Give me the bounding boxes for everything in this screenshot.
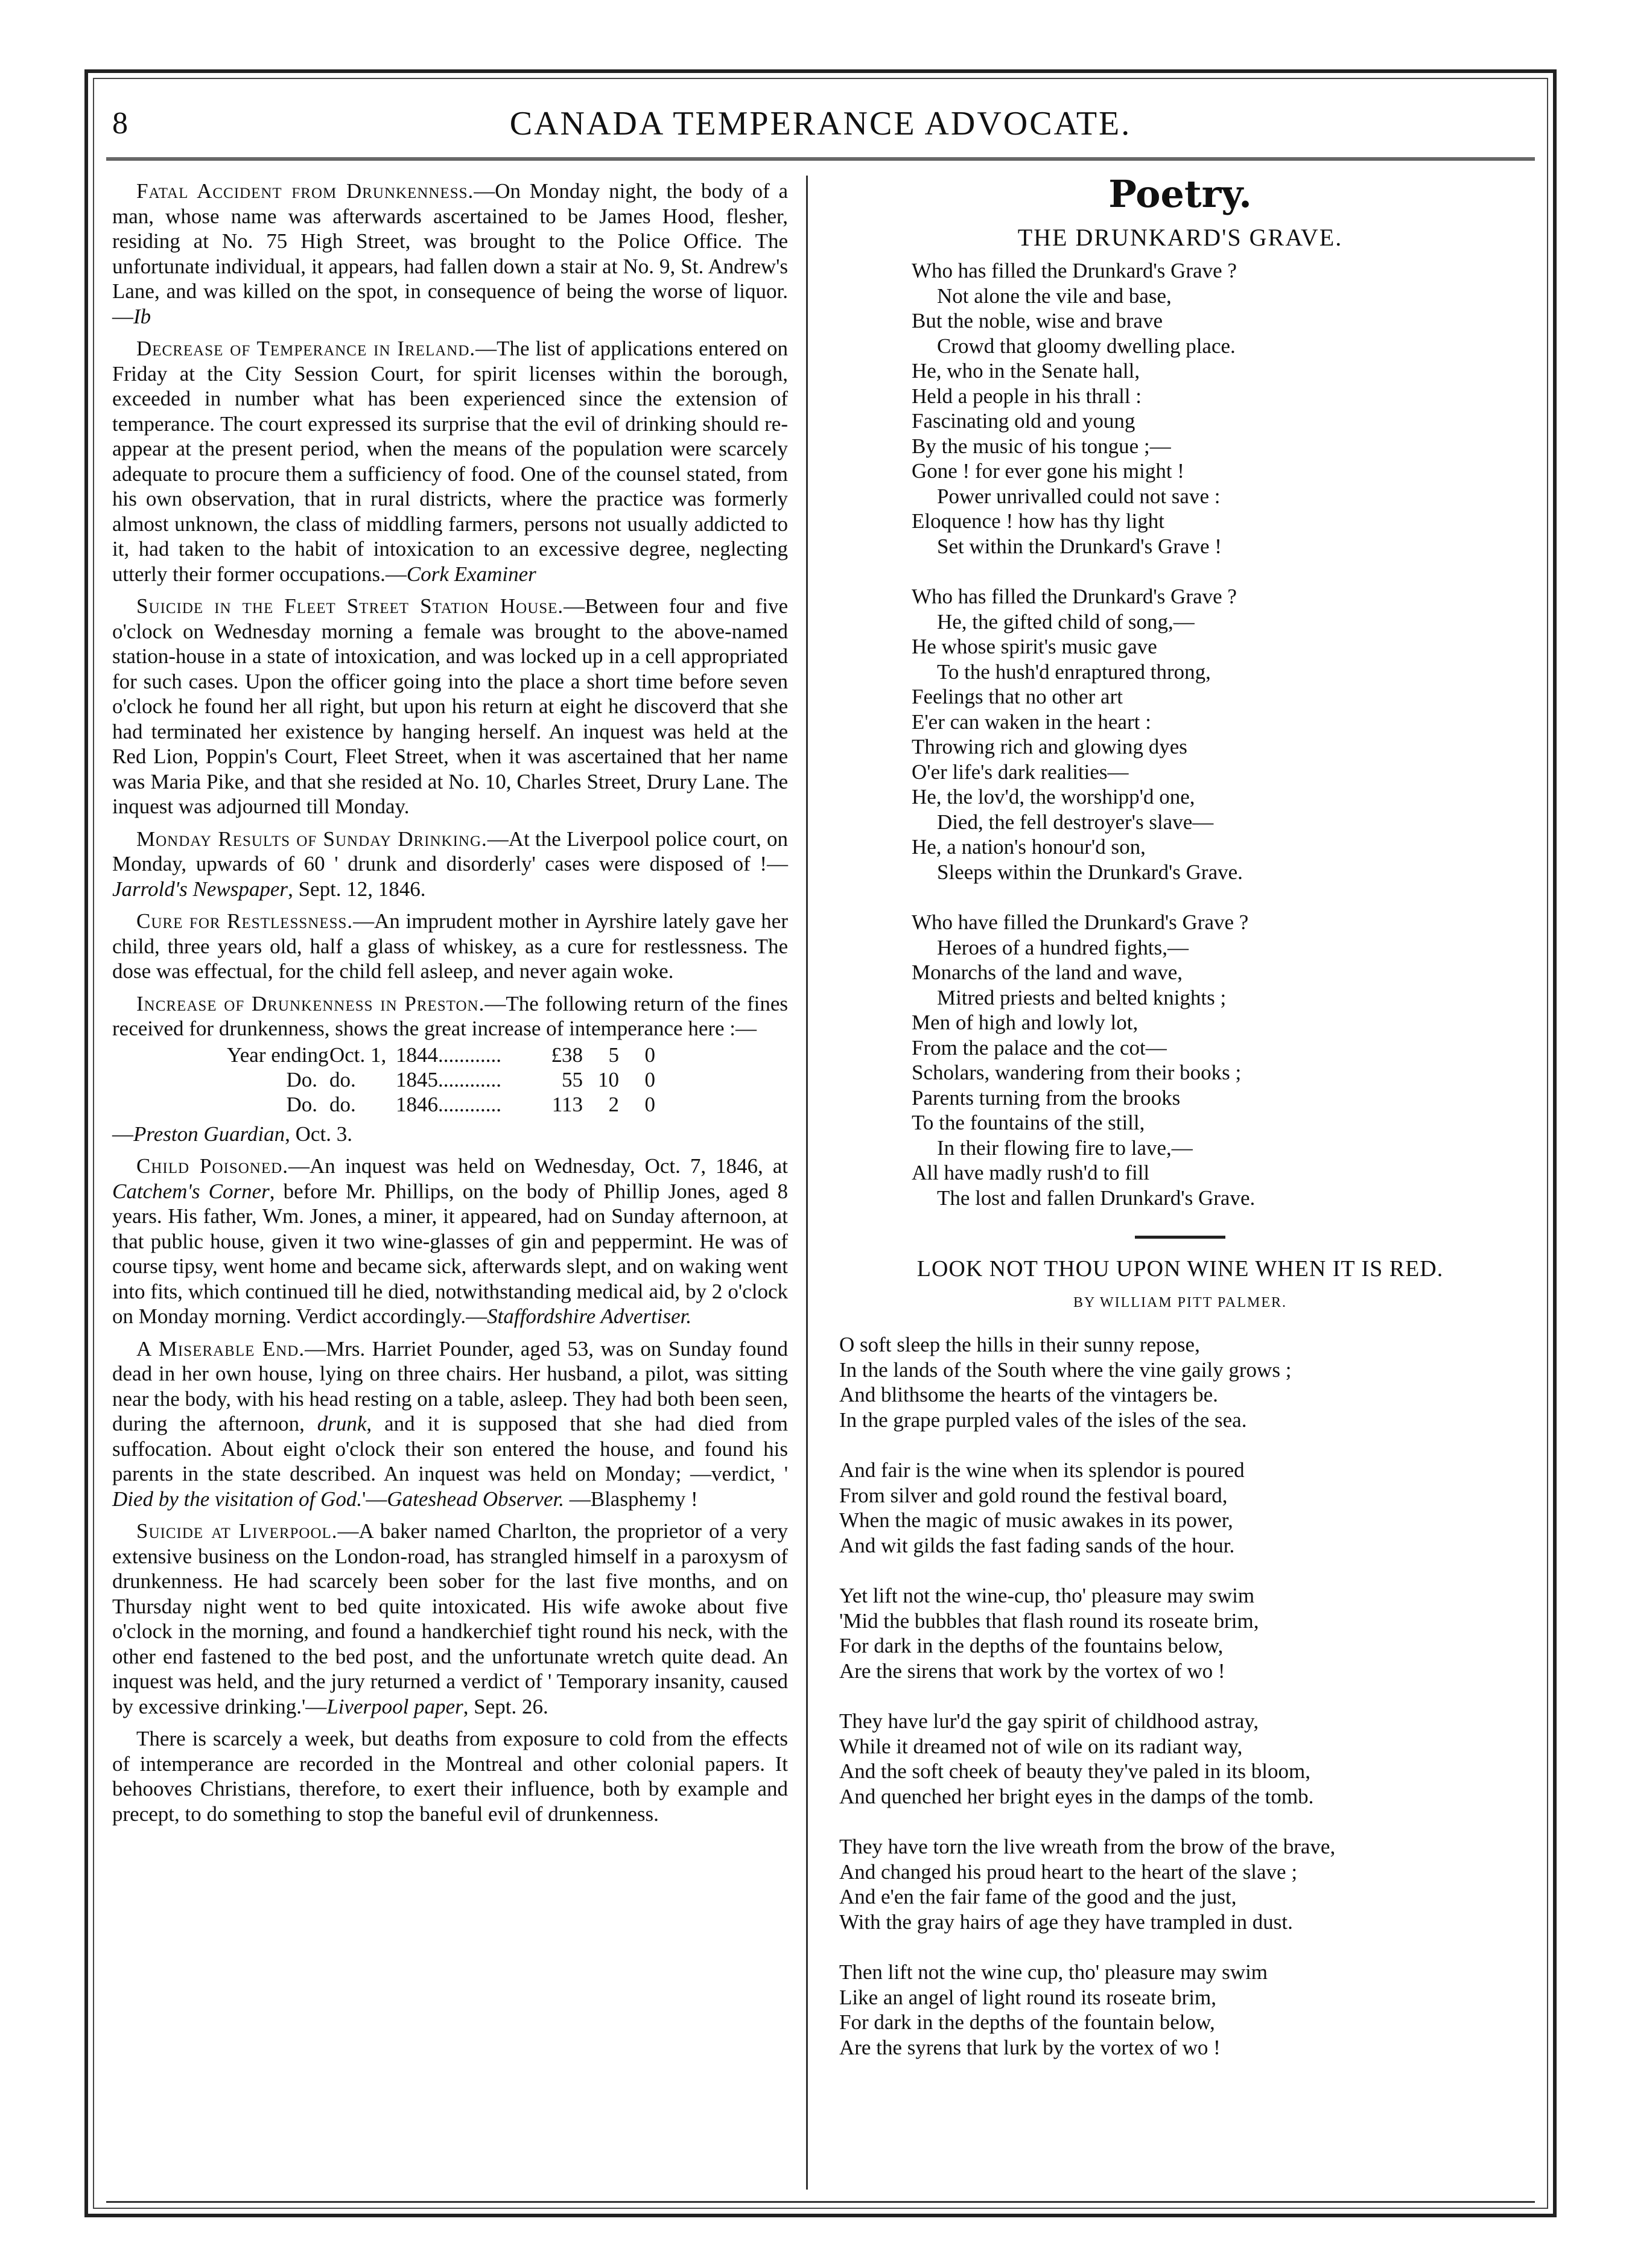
article-fatal-accident xyxy=(112,179,788,329)
poem-divider xyxy=(1135,1236,1225,1239)
poem-stanza xyxy=(839,1583,1539,1683)
poem-line: From silver and gold round the festival board, xyxy=(839,1483,1228,1507)
poem-stanza xyxy=(839,1458,1539,1558)
article-body: —Mrs. Harriet Pounder, aged 53, was on Sunday found dead in her own house, lying on three chairs. Her husband, a pilot, was sitting near the body, with his head resting on a table, asleep. They had both been seen, during the afternoon, xyxy=(112,1336,788,1435)
article-body: '— xyxy=(362,1487,387,1511)
poem-line: He, a nation's honour'd son, xyxy=(912,835,1146,859)
poem-line: And blithsome the hearts of the vintagers be. xyxy=(839,1383,1218,1406)
poem-line: Are the syrens that lurk by the vortex of wo ! xyxy=(839,2035,1221,2059)
article-headline: Increase of Drunkenness in Preston. xyxy=(136,991,485,1015)
article-headline: A Miserable End. xyxy=(136,1336,305,1361)
poem-line: He, the gifted child of song,— xyxy=(937,609,1195,634)
article-body: —An inquest was held on Wednesday, Oct. 7, 1846, at xyxy=(288,1154,789,1178)
article-body: —The following return of the fines received for drunkenness, shows the great increase of intemperance here :— xyxy=(112,991,788,1040)
table-cell: 55 xyxy=(562,1067,583,1091)
poem-stanza xyxy=(839,1834,1539,1934)
poem-line: By the music of his tongue ;— xyxy=(912,434,1171,458)
article-headline: Child Poisoned. xyxy=(136,1154,288,1178)
table-cell: 0 xyxy=(644,1067,655,1091)
poem-line: Who have filled the Drunkard's Grave ? xyxy=(912,910,1249,934)
poem-line: E'er can waken in the heart : xyxy=(912,710,1151,734)
article-source: Ib xyxy=(133,304,151,328)
table-cell: Do. xyxy=(286,1067,317,1091)
poem-line: While it dreamed not of wile on its radiant way, xyxy=(839,1734,1243,1758)
article-miserable-end xyxy=(112,1336,788,1512)
article-body: —On Monday night, the body of a man, whose name was afterwards ascertained to be James Hood, flesher, residing at No. 75 High Street, was brought to the Police Office. The unfortunate individual, it appears, had fallen down a stair at No. 9, St. Andrew's Lane, and was killed on the spot, in consequence of being the worse of liquor.— xyxy=(112,179,789,328)
article-date: , Sept. 26. xyxy=(463,1694,548,1718)
article-headline: Decrease of Temperance in Ireland. xyxy=(136,337,476,360)
article-source: Cork Examiner xyxy=(406,562,536,586)
poem-line: Gone ! for ever gone his might ! xyxy=(912,459,1184,483)
poem-line: Died, the fell destroyer's slave— xyxy=(937,810,1214,834)
article-body: —A baker named Charlton, the proprietor of a very extensive business on the London-road, has strangled himself in a paroxysm of drunkenness. He had scarcely been sober for the last five months, and on Thursday night went to bed quite intoxicated. His wife awoke about five o'clock in the morning, and found a handkerchief tight round his neck, with the other end fastened to the bed post, and the unfortunate wretch quite dead. An inquest was held, and the jury returned a verdict of ' Temporary insanity, caused by excessive drinking.'— xyxy=(112,1519,788,1718)
poem-line: And changed his proud heart to the heart of the slave ; xyxy=(839,1860,1298,1884)
article-headline: Cure for Restlessness. xyxy=(136,909,354,933)
poem-line: Parents turning from the brooks xyxy=(912,1085,1181,1110)
masthead-title: CANADA TEMPERANCE ADVOCATE. xyxy=(509,105,1132,142)
table-cell: do. xyxy=(329,1092,356,1116)
poem-line: He, the lov'd, the worshipp'd one, xyxy=(912,785,1195,808)
poem-line: Men of high and lowly lot, xyxy=(912,1011,1138,1034)
article-cure-restlessness xyxy=(112,909,788,984)
newspaper-page xyxy=(84,69,1557,2217)
article-body: , and it is supposed that she had died from suffocation. About eight o'clock their son entered the house, and found his parents in the state described. An inquest was held on Monday; —verdict, ' xyxy=(112,1412,788,1485)
poem-line: Sleeps within the Drunkard's Grave. xyxy=(937,860,1243,884)
article-headline: Fatal Accident from Drunkenness. xyxy=(136,179,474,203)
poem-stanza xyxy=(912,910,1539,1210)
poem-look-not-upon-wine xyxy=(821,1332,1539,2060)
article-source: Staffordshire Advertiser. xyxy=(487,1304,692,1328)
poem-line: Yet lift not the wine-cup, tho' pleasure may swim xyxy=(839,1584,1255,1607)
article-headline: Suicide in the Fleet Street Station House. xyxy=(136,594,564,618)
table-row xyxy=(112,1092,788,1117)
poem-line: And the soft cheek of beauty they've paled in its bloom, xyxy=(839,1759,1310,1783)
poem-line: Monarchs of the land and wave, xyxy=(912,961,1183,984)
poem-line: Feelings that no other art xyxy=(912,685,1123,708)
poem-stanza xyxy=(912,258,1539,559)
article-decrease-temperance xyxy=(112,336,788,586)
table-cell: 1844............ xyxy=(396,1043,501,1067)
poem-line: To the fountains of the still, xyxy=(912,1111,1145,1134)
poem-line: Mitred priests and belted knights ; xyxy=(937,985,1227,1009)
right-column xyxy=(821,172,1539,2085)
place-name: Catchem's Corner xyxy=(112,1179,270,1203)
poem-line: Who has filled the Drunkard's Grave ? xyxy=(912,585,1237,608)
table-row xyxy=(112,1043,788,1067)
poem-line: All have madly rush'd to fill xyxy=(912,1161,1150,1184)
poem-line: In their flowing fire to lave,— xyxy=(937,1136,1193,1160)
table-cell: Year ending xyxy=(227,1043,329,1067)
poem-line: And e'en the fair fame of the good and the just, xyxy=(839,1885,1237,1908)
poem-line: Power unrivalled could not save : xyxy=(937,484,1221,508)
article-source: Preston Guardian xyxy=(133,1122,285,1146)
preston-source-line xyxy=(112,1122,788,1147)
poem-line: Crowd that gloomy dwelling place. xyxy=(937,334,1236,358)
article-increase-drunkenness xyxy=(112,991,788,1041)
table-cell: Oct. 1, xyxy=(329,1043,387,1067)
poem-line: Are the sirens that work by the vortex of wo ! xyxy=(839,1659,1225,1683)
poem-line: Throwing rich and glowing dyes xyxy=(912,735,1187,758)
poem-line: He whose spirit's music gave xyxy=(912,635,1157,658)
poem-line: Then lift not the wine cup, tho' pleasure may swim xyxy=(839,1960,1268,1984)
poem-line: Set within the Drunkard's Grave ! xyxy=(937,534,1222,558)
article-source: Jarrold's Newspaper xyxy=(112,877,288,901)
article-closing-note xyxy=(112,1726,788,1826)
table-cell: 1846............ xyxy=(396,1092,501,1116)
article-body: —At the Liverpool police court, on Monday, upwards of 60 ' drunk and disorderly' cases were disposed of !— xyxy=(112,827,788,875)
poem-line: Held a people in his thrall : xyxy=(912,384,1142,408)
table-cell: 113 xyxy=(551,1092,583,1116)
poem-stanza xyxy=(839,1709,1539,1809)
article-suicide-fleet-street xyxy=(112,594,788,819)
poem-title: LOOK NOT THOU UPON WINE WHEN IT IS RED. xyxy=(916,1256,1444,1282)
poem-byline: BY WILLIAM PITT PALMER. xyxy=(1073,1294,1287,1310)
left-column xyxy=(112,179,788,1834)
article-headline: Suicide at Liverpool. xyxy=(136,1519,338,1543)
poem-stanza xyxy=(839,1332,1539,1432)
poem-line: O'er life's dark realities— xyxy=(912,760,1129,784)
poem-line: Eloquence ! how has thy light xyxy=(912,509,1164,533)
page-number: 8 xyxy=(112,106,128,141)
emphasis-word: drunk xyxy=(317,1412,367,1435)
table-cell: 5 xyxy=(608,1043,619,1067)
table-cell: do. xyxy=(329,1067,356,1091)
poem-line: And quenched her bright eyes in the damps of the tomb. xyxy=(839,1784,1314,1808)
poem-line: They have torn the live wreath from the brow of the brave, xyxy=(839,1835,1336,1858)
footer-rule xyxy=(106,2201,1535,2203)
article-date: , Oct. 3. xyxy=(285,1122,352,1146)
poetry-section-title: Poetry. xyxy=(1108,172,1252,216)
article-suicide-liverpool xyxy=(112,1519,788,1719)
poem-line: 'Mid the bubbles that flash round its roseate brim, xyxy=(839,1609,1259,1633)
poem-line: Like an angel of light round its roseate brim, xyxy=(839,1985,1216,2009)
table-row xyxy=(112,1067,788,1092)
table-cell: 1845............ xyxy=(396,1067,501,1091)
article-tail: —Blasphemy ! xyxy=(564,1487,698,1511)
poem-line: Who has filled the Drunkard's Grave ? xyxy=(912,259,1237,282)
fines-table xyxy=(112,1043,788,1117)
poem-line: Scholars, wandering from their books ; xyxy=(912,1061,1242,1084)
article-child-poisoned xyxy=(112,1154,788,1329)
poem-line: O soft sleep the hills in their sunny repose, xyxy=(839,1333,1200,1356)
article-body: , before Mr. Phillips, on the body of Phillip Jones, aged 8 years. His father, Wm. Jones, a miner, it appeared, had on Sunday afternoon, at that public house, given it two wine-glasses of gin and peppermint. He was of course tipsy, went home and became sick, afterwards slept, and on waking went into fits, which continued till he died, notwithstanding medical aid, by 2 o'clock on Monday morning. Verdict accordingly.— xyxy=(112,1179,789,1328)
table-cell: 2 xyxy=(608,1092,619,1116)
poem-line: The lost and fallen Drunkard's Grave. xyxy=(937,1186,1256,1210)
table-cell: Do. xyxy=(286,1092,317,1116)
table-cell: 10 xyxy=(598,1067,619,1091)
poem-line: For dark in the depths of the fountains below, xyxy=(839,1634,1224,1657)
poem-line: He, who in the Senate hall, xyxy=(912,359,1140,383)
table-cell: 0 xyxy=(644,1092,655,1116)
poem-line: In the lands of the South where the vine gaily grows ; xyxy=(839,1358,1292,1382)
poem-line: When the magic of music awakes in its power, xyxy=(839,1508,1233,1532)
article-body: —An imprudent mother in Ayrshire lately gave her child, three years old, half a glass of whiskey, as a cure for restlessness. The dose was effectual, for the child fell asleep, and never again woke. xyxy=(112,909,788,983)
article-monday-results xyxy=(112,827,788,902)
poem-title: THE DRUNKARD'S GRAVE. xyxy=(1017,223,1343,251)
poem-line: But the noble, wise and brave xyxy=(912,309,1163,332)
poem-line: In the grape purpled vales of the isles of the sea. xyxy=(839,1408,1247,1432)
poem-line: With the gray hairs of age they have trampled in dust. xyxy=(839,1910,1293,1934)
article-headline: Monday Results of Sunday Drinking. xyxy=(136,827,487,851)
article-body: —The list of applications entered on Friday at the City Session Court, for spirit licenses within the borough, exceeded in number what has been experienced since the extension of temperance. The court expressed its surprise that the evil of drinking should re-appear at the present period, when the means of the population were scarcely adequate to procure them a sufficiency of food. One of the counsel stated, from his own observation, that in rural districts, where the practice was formerly almost unknown, the class of middling farmers, persons not usually addicted to it, had taken to the habit of intoxication to an excessive degree, neglecting utterly their former occupations.— xyxy=(112,337,789,586)
poem-line: Heroes of a hundred fights,— xyxy=(937,935,1189,959)
poem-line: And fair is the wine when its splendor is poured xyxy=(839,1458,1245,1482)
poem-line: For dark in the depths of the fountain below, xyxy=(839,2010,1215,2034)
poem-stanza xyxy=(839,1960,1539,2060)
article-date: , Sept. 12, 1846. xyxy=(288,877,426,901)
poem-drunkards-grave xyxy=(821,258,1539,1210)
poem-line: And wit gilds the fast fading sands of the hour. xyxy=(839,1533,1235,1557)
poem-line: Not alone the vile and base, xyxy=(937,284,1172,308)
header-rule xyxy=(106,157,1535,163)
poem-line: From the palace and the cot— xyxy=(912,1035,1167,1059)
article-source: Gateshead Observer. xyxy=(387,1487,564,1511)
column-divider xyxy=(806,176,808,2190)
article-body: There is scarcely a week, but deaths from exposure to cold from the effects of intemperance are recorded in the Montreal and other colonial papers. It behooves Christians, therefore, to exert their influence, both by example and precept, to do something to stop the baneful evil of drunkenness. xyxy=(112,1727,788,1826)
poem-stanza xyxy=(912,584,1539,885)
poem-line: Fascinating old and young xyxy=(912,409,1135,433)
verdict-text: Died by the visitation of God. xyxy=(112,1487,363,1511)
table-cell: £38 xyxy=(551,1043,583,1067)
table-cell: 0 xyxy=(644,1043,655,1067)
page-header xyxy=(112,95,1529,155)
source-dash: — xyxy=(112,1122,133,1146)
article-source: Liverpool paper xyxy=(326,1694,463,1718)
article-body: —Between four and five o'clock on Wednesday morning a female was brought to the above-named station-house in a state of intoxication, and was locked up in a cell appropriated for such cases. Upon the officer going into the place a short time before seven o'clock he found her all right, but upon his return at eight he discoverd that she had terminated her existence by hanging herself. An inquest was held at the Red Lion, Poppin's Court, Fleet Street, when it was ascertained that her name was Maria Pike, and that she resided at No. 10, Charles Street, Drury Lane. The inquest was adjourned till Monday. xyxy=(112,594,788,818)
poem-line: To the hush'd enraptured throng, xyxy=(937,659,1211,684)
poem-line: They have lur'd the gay spirit of childhood astray, xyxy=(839,1709,1259,1733)
